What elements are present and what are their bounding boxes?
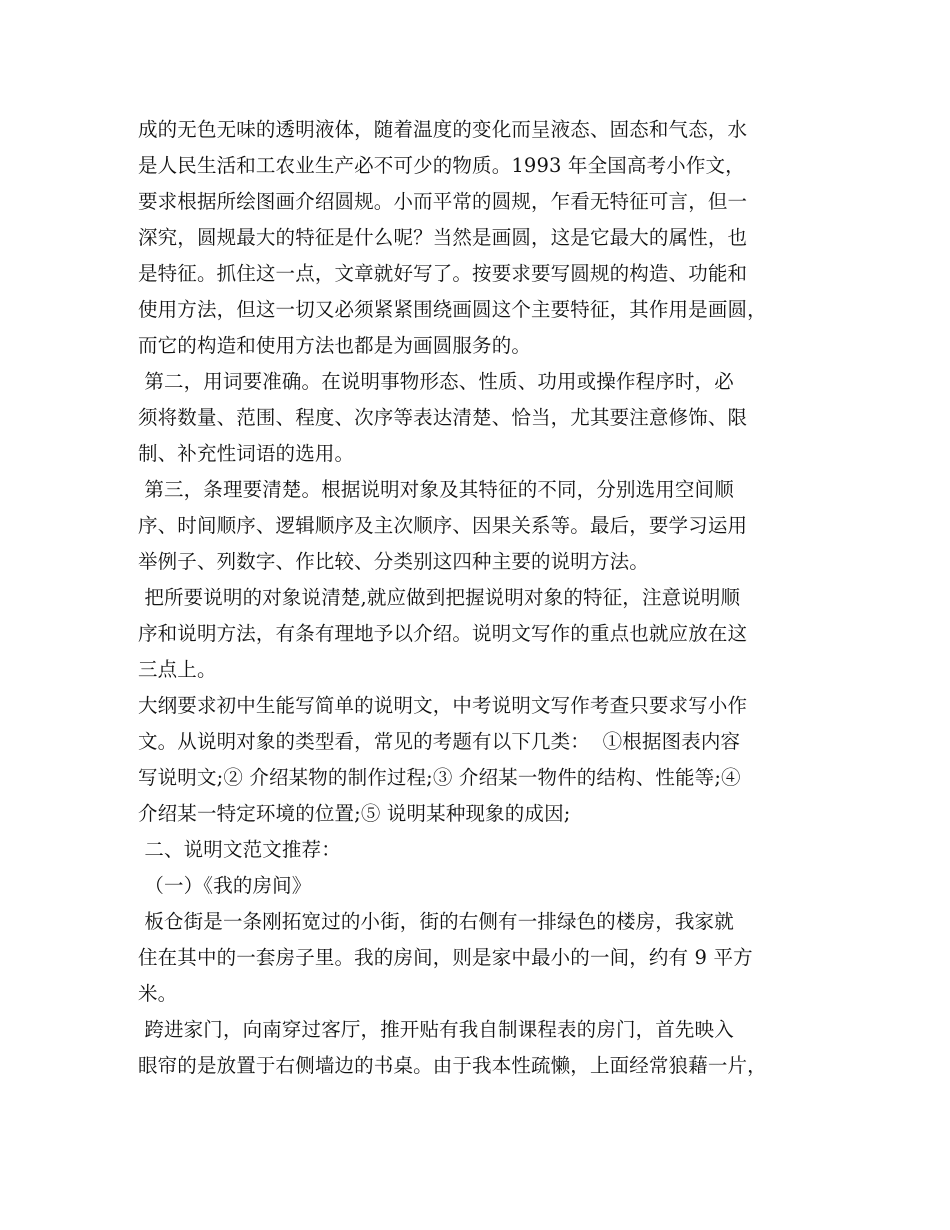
text-line: 而它的构造和使用方法也都是为画圆服务的。 xyxy=(138,334,532,357)
text-line: 大纲要求初中生能写简单的说明文，中考说明文写作考查只要求写小作 xyxy=(138,694,748,717)
text-line: 介绍某一特定环境的位置;⑤ 说明某种现象的成因; xyxy=(138,802,571,825)
text-line: 住在其中的一套房子里。我的房间，则是家中最小的一间，约有 9 平方 xyxy=(138,946,753,969)
text-line: 成的无色无味的透明液体，随着温度的变化而呈液态、固态和气态，水 xyxy=(138,118,748,141)
text-line: 制、补充性词语的选用。 xyxy=(138,442,355,465)
text-line: 三点上。 xyxy=(138,658,217,681)
text-line: 须将数量、范围、程度、次序等表达清楚、恰当，尤其要注意修饰、限 xyxy=(138,406,748,429)
text-line: 序和说明方法，有条有理地予以介绍。说明文写作的重点也就应放在这 xyxy=(138,622,748,645)
text-line: 文。从说明对象的类型看，常见的考题有以下几类： ①根据图表内容 xyxy=(138,730,741,753)
essay-title: （一）《我的房间》 xyxy=(138,874,312,897)
text-line: 第三，条理要清楚。根据说明对象及其特征的不同，分别选用空间顺 xyxy=(138,478,734,501)
text-line: 板仓街是一条刚拓宽过的小街，街的右侧有一排绿色的楼房，我家就 xyxy=(138,910,734,933)
text-line: 第二，用词要准确。在说明事物形态、性质、功用或操作程序时，必 xyxy=(138,370,734,393)
text-line: 是人民生活和工农业生产必不可少的物质。1993 年全国高考小作文， xyxy=(138,154,745,177)
text-line: 使用方法，但这一切又必须紧紧围绕画圆这个主要特征，其作用是画圆， xyxy=(138,298,767,321)
text-line: 要求根据所绘图画介绍圆规。小而平常的圆规，乍看无特征可言，但一 xyxy=(138,190,748,213)
text-line: 是特征。抓住这一点，文章就好写了。按要求要写圆规的构造、功能和 xyxy=(138,262,748,285)
body-text xyxy=(138,112,828,1084)
text-line: 写说明文;② 介绍某物的制作过程;③ 介绍某一物件的结构、性能等;④ xyxy=(138,766,741,789)
text-line: 深究，圆规最大的特征是什么呢？当然是画圆，这是它最大的属性，也 xyxy=(138,226,748,249)
text-line: 序、时间顺序、逻辑顺序及主次顺序、因果关系等。最后，要学习运用 xyxy=(138,514,748,537)
text-line: 把所要说明的对象说清楚,就应做到把握说明对象的特征，注意说明顺 xyxy=(138,586,741,609)
text-line: 米。 xyxy=(138,982,178,1005)
text-line: 眼帘的是放置于右侧墙边的书桌。由于我本性疏懒，上面经常狼藉一片， xyxy=(138,1054,767,1077)
text-line: 举例子、列数字、作比较、分类别这四种主要的说明方法。 xyxy=(138,550,649,573)
text-line: 跨进家门，向南穿过客厅，推开贴有我自制课程表的房门，首先映入 xyxy=(138,1018,734,1041)
section-heading: 二、说明文范文推荐： xyxy=(138,838,341,861)
